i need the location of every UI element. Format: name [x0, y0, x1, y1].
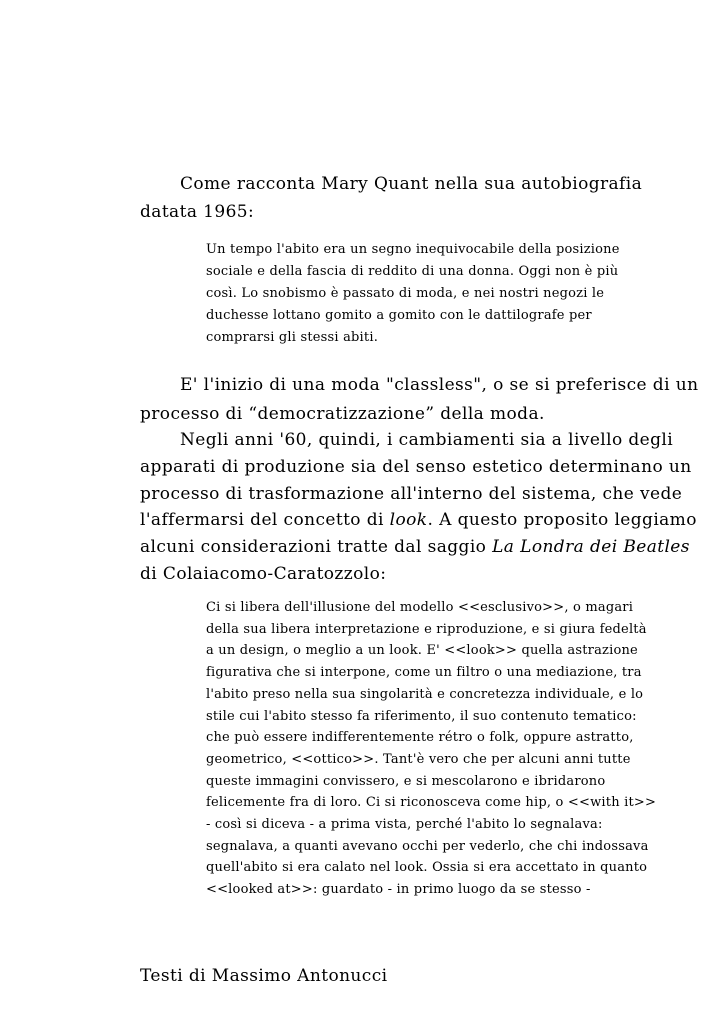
quote-line: così. Lo snobismo è passato di moda, e nei nostri negozi le — [206, 286, 605, 301]
intro-line: Come racconta Mary Quant nella sua autobiografia — [180, 174, 643, 194]
body-line: processo di trasformazione all'interno del sistema, che vede — [140, 484, 683, 504]
body-line: processo di “democratizzazione” della moda. — [140, 404, 545, 424]
quote-line: geometrico, <<ottico>>. Tant'è vero che per alcuni anni tutte — [206, 751, 631, 767]
body-line: di Colaiacomo-Caratozzolo: — [140, 564, 387, 584]
quote-line: figurativa che si interpone, come un filtro o una mediazione, tra — [206, 665, 642, 681]
quote-line: della sua libera interpretazione e riproduzione, e si giura fedeltà — [206, 621, 647, 637]
body-line: Negli anni '60, quindi, i cambiamenti sia a livello degli — [180, 430, 674, 450]
quote-line: quell'abito si era calato nel look. Ossia si era accettato in quanto — [206, 860, 648, 876]
text-span: alcuni considerazioni tratte dal saggio — [140, 537, 493, 557]
quote-line: comprarsi gli stessi abiti. — [206, 330, 379, 345]
quote-line: duchesse lottano gomito a gomito con le dattilografe per — [206, 308, 592, 323]
quote-line: Ci si libera dell'illusione del modello <<esclusivo>>, o magari — [206, 600, 634, 615]
intro-line: datata 1965: — [140, 202, 255, 222]
text-span: l'affermarsi del concetto di — [140, 510, 390, 530]
body-line-look — [140, 510, 697, 530]
quote-line: Un tempo l'abito era un segno inequivocabile della posizione — [206, 242, 620, 257]
page-footer: Testi di Massimo Antonucci — [140, 966, 388, 982]
quote-line: sociale e della fascia di reddito di una donna. Oggi non è più — [206, 264, 619, 279]
quote-line: queste immagini convissero, e si mescolarono e ibridarono — [206, 773, 606, 789]
body-line-book-title — [140, 537, 690, 557]
quote-line: <<looked at>>: guardato - in primo luogo da se stesso - — [206, 882, 591, 898]
quote-line: che può essere indifferentemente rétro o folk, oppure astratto, — [206, 730, 634, 746]
body-line: E' l'inizio di una moda "classless", o se si preferisce di un — [180, 375, 699, 395]
quote-line: a un design, o meglio a un look. E' <<look>> quella astrazione — [206, 643, 638, 659]
quote-line: felicemente fra di loro. Ci si riconosceva come hip, o <<with it>> — [206, 795, 657, 811]
quote-line: stile cui l'abito stesso fa riferimento, il suo contenuto tematico: — [206, 708, 637, 724]
quote-line: segnalava, a quanti avevano occhi per vederlo, che chi indossava — [206, 838, 649, 854]
text-span: . A questo proposito leggiamo — [427, 510, 697, 530]
quote-line: - così si diceva - a prima vista, perché l'abito lo segnalava: — [206, 817, 603, 832]
body-line: apparati di produzione sia del senso estetico determinano un — [140, 457, 692, 477]
quote-line: l'abito preso nella sua singolarità e concretezza individuale, e lo — [206, 686, 644, 702]
book-title: La Londra dei Beatles — [492, 537, 690, 557]
italic-term: look — [389, 510, 428, 530]
